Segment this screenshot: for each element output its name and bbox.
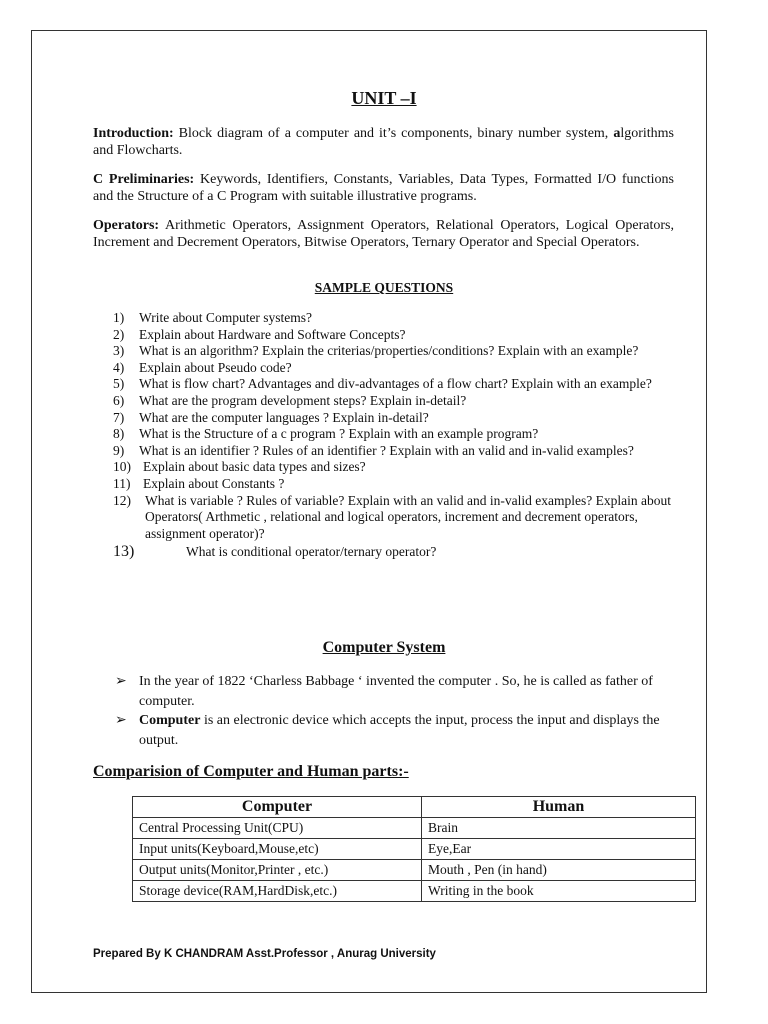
sample-questions-heading: SAMPLE QUESTIONS <box>314 280 454 295</box>
table-row: Central Processing Unit(CPU) Brain <box>133 818 696 839</box>
question-list <box>113 310 673 561</box>
page-title: UNIT –I <box>351 88 417 108</box>
question-item: 13) What is conditional operator/ternary operator? <box>113 543 437 561</box>
question-item: 7) What are the computer languages ? Explain in-detail? <box>113 409 429 425</box>
table-header-row <box>133 797 696 818</box>
operators-label: Operators: <box>93 218 160 233</box>
bullet-item: ➢ Computer is an electronic device which accepts the input, process the input and displays the output. <box>115 711 675 750</box>
introduction-text-end: lgorithms and Flowcharts. <box>93 126 674 158</box>
question-item: 2) Explain about Hardware and Software Concepts? <box>113 326 406 342</box>
comparison-table <box>132 796 696 902</box>
column-header-computer: Computer <box>133 797 422 818</box>
introduction-bold-letter: a <box>613 126 621 141</box>
operators-text: Arithmetic Operators, Assignment Operators, Relational Operators, Logical Operators, Increment and Decrement Operators, Bitwise Operators, Ternary Operator and Special Operators. <box>93 218 674 250</box>
question-item: 1) Write about Computer systems? <box>113 310 313 325</box>
footer-credit: Prepared By K CHANDRAM Asst.Professor , Anurag University <box>93 948 436 960</box>
operators-paragraph <box>93 218 674 251</box>
question-item: 11) Explain about Constants ? <box>113 475 285 491</box>
comparison-heading: Comparision of Computer and Human parts:- <box>93 763 409 780</box>
table-row: Output units(Monitor,Printer , etc.) Mouth , Pen (in hand) <box>133 860 696 881</box>
question-item: 10) Explain about basic data types and sizes? <box>113 459 366 475</box>
introduction-label: Introduction: <box>93 126 174 141</box>
question-item: 4) Explain about Pseudo code? <box>113 359 292 375</box>
question-item: 12) What is variable ? Rules of variable? Explain with an valid and in-valid examples? Explain about Operators( Arthmetic , relational and logical operators, increment and decrement operators, assignment operator)? <box>113 492 671 541</box>
arrow-bullet-icon: ➢ <box>115 674 127 689</box>
question-item: 5) What is flow chart? Advantages and div-advantages of a flow chart? Explain with an example? <box>113 376 652 392</box>
c-preliminaries-label: C Preliminaries: <box>93 172 195 187</box>
question-item: 3) What is an algorithm? Explain the criterias/properties/conditions? Explain with an example? <box>113 343 639 359</box>
computer-system-heading: Computer System <box>322 639 446 656</box>
column-header-human: Human <box>422 797 696 818</box>
introduction-text: Block diagram of a computer and it’s components, binary number system, <box>173 126 614 141</box>
bullet-item: ➢ In the year of 1822 ‘Charless Babbage ‘ invented the computer . So, he is called as father of computer. <box>115 672 675 711</box>
bullet-list <box>115 672 675 750</box>
c-preliminaries-text: Keywords, Identifiers, Constants, Variables, Data Types, Formatted I/O functions and the Structure of a C Program with suitable illustrative programs. <box>93 172 674 204</box>
table-row: Storage device(RAM,HardDisk,etc.) Writing in the book <box>133 881 696 902</box>
question-item: 6) What are the program development steps? Explain in-detail? <box>113 392 467 408</box>
question-item: 8) What is the Structure of a c program ? Explain with an example program? <box>113 426 539 442</box>
table-row: Input units(Keyboard,Mouse,etc) Eye,Ear <box>133 839 696 860</box>
introduction-paragraph <box>93 126 674 159</box>
c-preliminaries-paragraph <box>93 172 674 205</box>
arrow-bullet-icon: ➢ <box>115 713 127 728</box>
question-item: 9) What is an identifier ? Rules of an identifier ? Explain with an valid and in-valid examples? <box>113 442 634 458</box>
